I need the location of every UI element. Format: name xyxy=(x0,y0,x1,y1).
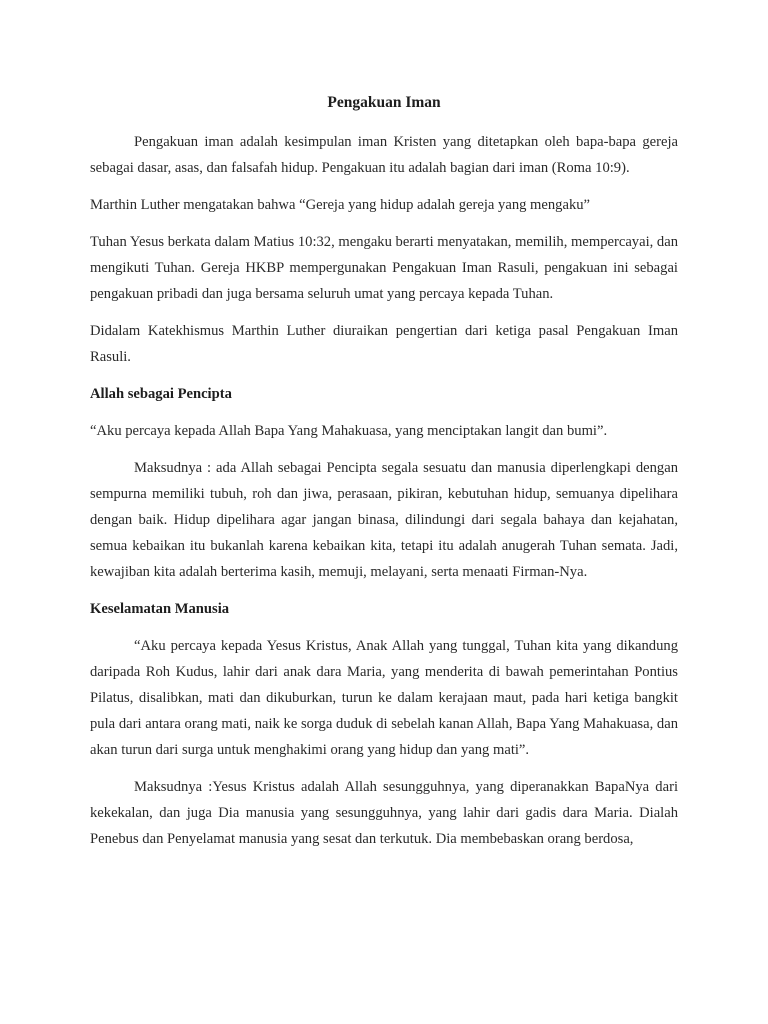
intro-paragraph-2: Marthin Luther mengatakan bahwa “Gereja yang hidup adalah gereja yang mengaku” xyxy=(90,197,591,213)
section-quote-pencipta: “Aku percaya kepada Allah Bapa Yang Mahakuasa, yang menciptakan langit dan bumi”. xyxy=(90,423,608,439)
intro-paragraph-4: Didalam Katekhismus Marthin Luther diuraikan pengertian dari ketiga pasal Pengakuan Iman Rasuli. xyxy=(90,323,678,365)
document-title: Pengakuan Iman xyxy=(327,94,441,111)
section-heading-pencipta: Allah sebagai Pencipta xyxy=(90,386,232,402)
intro-paragraph-3: Tuhan Yesus berkata dalam Matius 10:32, mengaku berarti menyatakan, memilih, mempercayai, dan mengikuti Tuhan. Gereja HKBP mempergunakan Pengakuan Iman Rasuli, pengakuan ini sebagai pengakuan pribadi dan juga bersama seluruh umat yang percaya kepada Tuhan. xyxy=(90,234,678,302)
section-explanation-keselamatan: Maksudnya :Yesus Kristus adalah Allah sesungguhnya, yang diperanakkan BapaNya dari kekekalan, dan juga Dia manusia yang sesungguhnya, yang lahir dari gadis dara Maria. Dialah Penebus dan Penyelamat manusia yang sesat dan terkutuk. Dia membebaskan orang berdosa, xyxy=(90,779,678,847)
section-explanation-pencipta: Maksudnya : ada Allah sebagai Pencipta segala sesuatu dan manusia diperlengkapi dengan sempurna memiliki tubuh, roh dan jiwa, perasaan, pikiran, kebutuhan hidup, semuanya dipelihara dengan baik. Hidup dipelihara agar jangan binasa, dilindungi dari segala bahaya dan kejahatan, semua kebaikan itu bukanlah karena kebaikan kita, tetapi itu adalah anugerah Tuhan semata. Jadi, kewajiban kita adalah berterima kasih, memuji, melayani, serta menaati Firman-Nya. xyxy=(90,460,678,580)
document-page xyxy=(90,90,678,863)
intro-paragraph-1: Pengakuan iman adalah kesimpulan iman Kristen yang ditetapkan oleh bapa-bapa gereja sebagai dasar, asas, dan falsafah hidup. Pengakuan itu adalah bagian dari iman (Roma 10:9). xyxy=(90,134,678,176)
section-heading-keselamatan: Keselamatan Manusia xyxy=(90,601,230,617)
section-quote-keselamatan: “Aku percaya kepada Yesus Kristus, Anak Allah yang tunggal, Tuhan kita yang dikandung daripada Roh Kudus, lahir dari anak dara Maria, yang menderita di bawah pemerintahan Pontius Pilatus, disalibkan, mati dan dikuburkan, turun ke dalam kerajaan maut, pada hari ketiga bangkit pula dari antara orang mati, naik ke sorga duduk di sebelah kanan Allah, Bapa Yang Mahakuasa, dan akan turun dari surga untuk menghakimi orang yang hidup dan yang mati”. xyxy=(90,638,678,758)
